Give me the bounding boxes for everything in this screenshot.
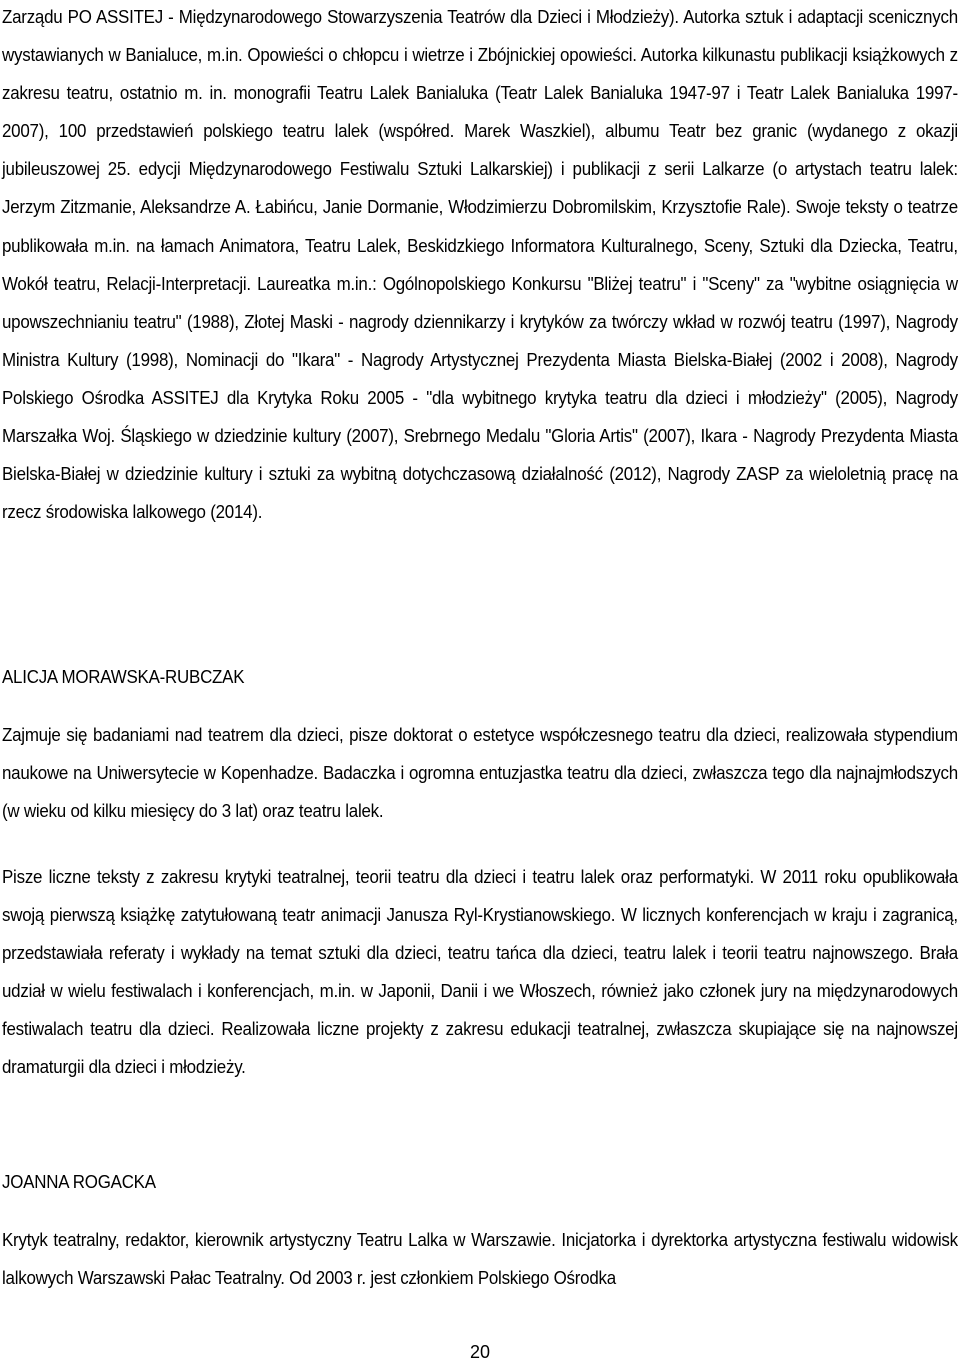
page-number: 20 — [469, 1342, 491, 1362]
paragraph-morawska-publications: Pisze liczne teksty z zakresu krytyki teatralnej, teorii teatru dla dzieci i teatru lalek oraz performatyki. W 2011 roku opublikowała swoją pierwszą książkę zatytułowaną teatr animacji Janusza Ryl-Krystianowskiego. W licznych konferencjach w kraju i zagranicą, przedstawiała referaty i wykłady na temat sztuki dla dzieci, teatru tańca dla dzieci, teatru lalek i teorii teatru najnowszego. Brała udział w wielu festiwalach i konferencjach, m.in. w Japonii, Danii i we Włoszech, również jako członek jury na międzynarodowych festiwalach teatru dla dzieci. Realizowała liczne projekty z zakresu edukacji teatralnej, zwłaszcza skupiające się na najnowszej dramaturgii dla dzieci i młodzieży. — [2, 866, 958, 1078]
paragraph-krzysztofik-bio-continuation: Zarządu PO ASSITEJ - Międzynarodowego Stowarzyszenia Teatrów dla Dzieci i Młodzieży). Autorka sztuk i adaptacji scenicznych wystawianych w Banialuce, m.in. Opowieści o chłopcu i wietrze i Zbójnickiej opowieści. Autorka kilkunastu publikacji książkowych z zakresu teatru, ostatnio m. in. monografii Teatru Lalek Banialuka (Teatr Lalek Banialuka 1947-97 i Teatr Lalek Banialuka 1997-2007), 100 przedstawień polskiego teatru lalek (współred. Marek Waszkiel), albumu Teatr bez granic (wydanego z okazji jubileuszowej 25. edycji Międzynarodowego Festiwalu Sztuki Lalkarskiej) i publikacji z serii Lalkarze (o artystach teatru lalek: Jerzym Zitzmanie, Aleksandrze A. Łabińcu, Janie Dormanie, Włodzimierzu Dobromilskim, Krzysztofie Rale). Swoje teksty o teatrze publikowała m.in. na łamach Animatora, Teatru Lalek, Beskidzkiego Informatora Kulturalnego, Sceny, Sztuki dla Dziecka, Teatru, Wokół teatru, Relacji-Interpretacji. Laureatka m.in.: Ogólnopolskiego Konkursu "Bliżej teatru" i "Sceny" za "wybitne osiągnięcia w upowszechnianiu teatru" (1988), Złotej Maski - nagrody dziennikarzy i krytyków za twórczy wkład w rozwój teatru (1997), Nagrody Ministra Kultury (1998), Nominacji do "Ikara" - Nagrody Artystycznej Prezydenta Miasta Bielska-Białej (2002 i 2008), Nagrody Polskiego Ośrodka ASSITEJ dla Krytyka Roku 2005 - "dla wybitnego krytyka teatru dla dzieci i młodzieży" (2005), Nagrody Marszałka Woj. Śląskiego w dziedzinie kultury (2007), Srebrnego Medalu "Gloria Artis" (2007), Ikara - Nagrody Prezydenta Miasta Bielska-Białej w dziedzinie kultury i sztuki za wybitną dotychczasową działalność (2012), Nagrody ZASP za wieloletnią pracę na rzecz środowiska lalkowego (2014). — [2, 6, 958, 523]
paragraph-rogacka-bio: Krytyk teatralny, redaktor, kierownik artystyczny Teatru Lalka w Warszawie. Inicjatorka i dyrektorka artystyczna festiwalu widowisk lalkowych Warszawski Pałac Teatralny. Od 2003 r. jest członkiem Polskiego Ośrodka — [2, 1229, 958, 1289]
section-heading-alicja-morawska-rubczak: ALICJA MORAWSKA-RUBCZAK — [2, 666, 245, 687]
paragraph-morawska-research: Zajmuje się badaniami nad teatrem dla dzieci, pisze doktorat o estetyce współczesnego teatru dla dzieci, realizowała stypendium naukowe na Uniwersytecie w Kopenhadze. Badaczka i ogromna entuzjastka teatru dla dzieci, zwłaszcza tego dla najnajmłodszych (w wieku od kilku miesięcy do 3 lat) oraz teatru lalek. — [2, 724, 958, 822]
section-heading-joanna-rogacka: JOANNA ROGACKA — [2, 1171, 156, 1192]
